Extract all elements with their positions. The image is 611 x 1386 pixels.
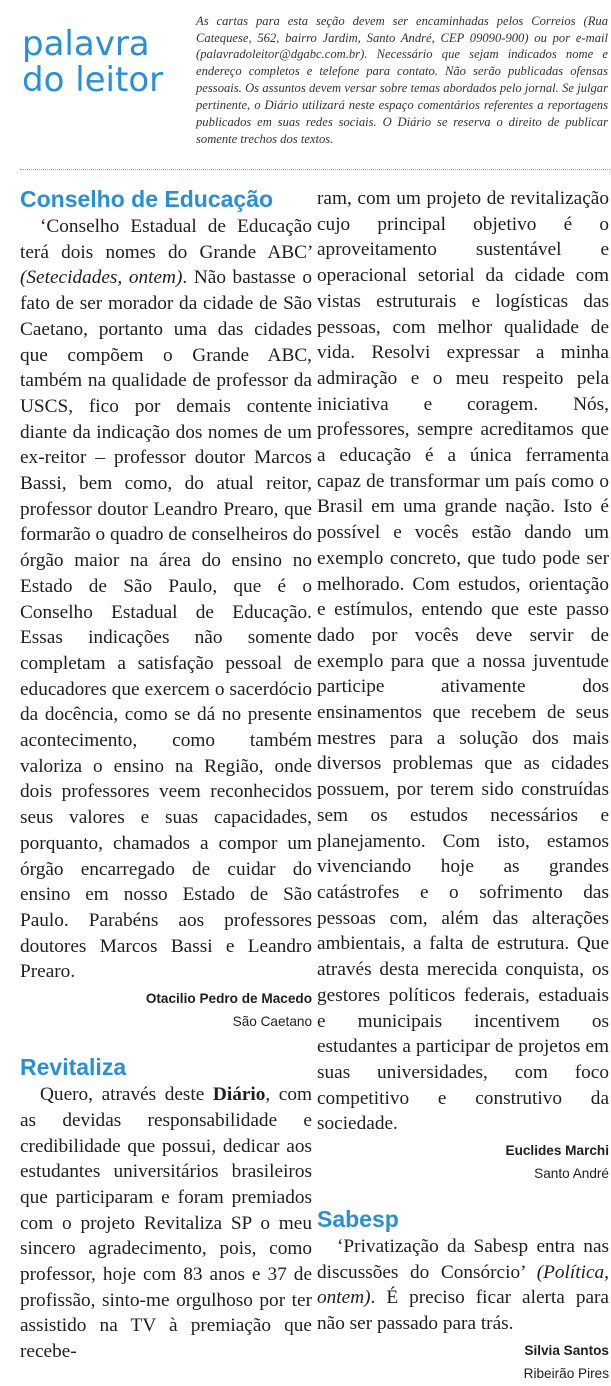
quoted-headline: ‘Conselho Estadual de Educação terá dois nomes do Grande ABC’: [20, 216, 312, 263]
newspaper-name: Diário: [212, 1084, 266, 1106]
header-divider: [20, 169, 610, 170]
letter-title: Conselho de Educação: [20, 186, 274, 212]
section-title-line-1: palavra: [22, 24, 150, 64]
letter-author: Otacilio Pedro de Macedo: [145, 991, 312, 1007]
letter-text: . É preciso ficar alerta para não ser passado para trás.: [317, 1287, 609, 1335]
letter-author: Euclides Marchi: [505, 1143, 609, 1159]
letter-city: Santo André: [534, 1166, 609, 1182]
section-title: [22, 26, 192, 98]
letter-body: [20, 1082, 312, 1365]
letter-body-continued: ram, com um projeto de revitalização cujo principal objetivo é o aproveitamento sustentável e operacional setorial da cidade com vistas estruturais e logísticas das pessoas, com melhor qualidade de vida. Resolvi expressar a minha admiração e o meu respeito pela iniciativa e coragem. Nós, professores, sempre acreditamos que a educação é a única ferramenta capaz de transformar um país como o Brasil em uma grande nação. Isto é possível e vocês estão dando um exemplo concreto, que tudo pode ser melhorado. Com estudos, orientação e estímulos, entendo que este passo dado por vocês deve servir de exemplo para que a nossa juventude participe ativamente dos ensinamentos que recebem de seus mestres para a solução dos mais diversos problemas que as cidades possuem, por terem sido construídas sem os estudos necessários e planejamento. Com isto, estamos vivenciando hoje as grandes catástrofes e o sofrimento das pessoas com, além das alterações ambientais, a falta de estrutura. Que através desta merecida conquista, os gestores políticos federais, estaduais e municipais incentivem os estudantes a participar de projetos em suas universidades, com foco competitivo e construtivo da sociedade.: [317, 188, 609, 1135]
letter-text: . Não bastasse o fato de ser morador da cidade de São Caetano, portanto uma das cidades que compõem o Grande ABC, também na qualidade de professor da USCS, fico por demais contente diante da indicação dos nomes de um ex-reitor – professor doutor Marcos Bassi, bem como, do atual reitor, professor doutor Leandro Prearo, que formarão o quadro de conselheiros do órgão maior na área do ensino no Estado de São Paulo, que é o Conselho Estadual de Educação. Essas indicações não somente completam a satisfação pessoal de educadores que exercem o sacerdócio da docência, como se dá no presente acontecimento, como também valoriza o ensino na Região, onde dois professores veem reconhecidos seus valores e suas capacidades, porquanto, chamados a compor um órgão encarregado de cuidar do ensino em nosso Estado de São Paulo. Parabéns aos professores doutores Marcos Bassi e Leandro Prearo.: [20, 267, 312, 983]
letter-conselho-educacao: [20, 184, 312, 1034]
source-reference: (Setecidades, ontem): [20, 267, 183, 289]
letter-author: Silvia Santos: [524, 1342, 609, 1358]
letter-text-start: Quero, através deste: [40, 1084, 213, 1106]
section-header: [0, 0, 611, 172]
left-column: [20, 184, 312, 1365]
letter-body: [317, 1234, 609, 1337]
quoted-headline: ‘Privatização da Sabesp entra nas discussões do Consórcio’: [317, 1236, 609, 1283]
letter-text: , com as devidas responsabilidade e credibilidade que possui, dedicar aos estudantes universitários brasileiros que participaram e foram premiados com o projeto Revitaliza SP o meu sincero agradecimento, pois, como professor, hoje com 83 anos e 37 de profissão, sinto-me orgulhoso por ter assistido na TV à premiação que recebe-: [20, 1084, 312, 1363]
section-title-line-2: do leitor: [22, 60, 164, 100]
letter-revitaliza-continued: [317, 186, 609, 1186]
letter-sabesp: [317, 1204, 609, 1386]
letter-body: [20, 214, 312, 985]
letter-city: Ribeirão Pires: [523, 1365, 609, 1381]
submission-guidelines: As cartas para esta seção devem ser encaminhadas pelos Correios (Rua Catequese, 562, bairro Jardim, Santo André, CEP 09090-900) ou por e-mail (palavradoleitor@dgabc.com.br). Necessário que sejam indicados nome e endereço completos e telefone para contato. Não serão publicadas ofensas pessoais. Os assuntos devem versar sobre temas abordados pelo jornal. Se julgar pertinente, o Diário utilizará neste espaço comentários referentes a reportagens publicados em suas redes sociais. O Diário se reserva o direito de publicar somente trechos dos textos.: [196, 13, 608, 146]
letter-title: Sabesp: [317, 1206, 399, 1233]
right-column: [317, 186, 609, 1386]
source-reference: (Política, ontem): [317, 1261, 609, 1309]
letter-revitaliza: [20, 1052, 312, 1365]
letter-city: São Caetano: [232, 1014, 312, 1030]
letter-title: Revitaliza: [20, 1054, 127, 1081]
